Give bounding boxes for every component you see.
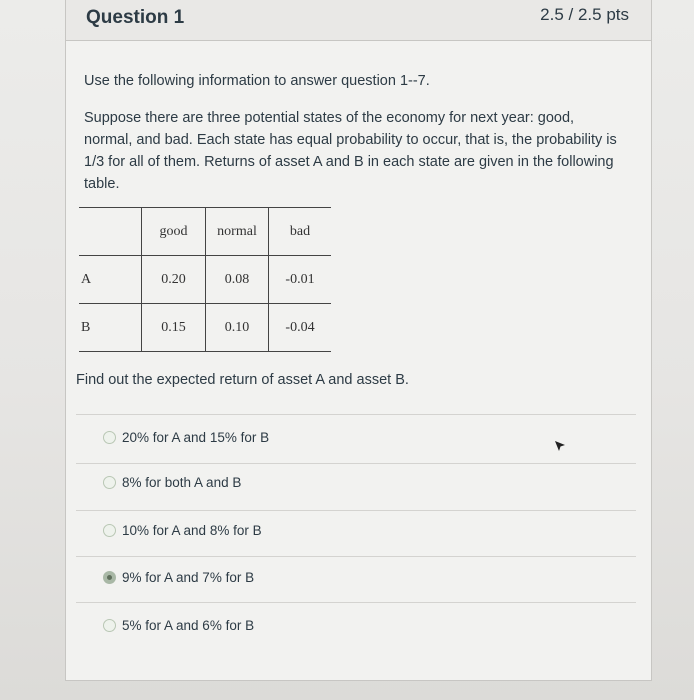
returns-table bbox=[79, 207, 331, 352]
radio-button[interactable] bbox=[103, 476, 116, 489]
question-paragraph: Suppose there are three potential states of the economy for next year: good, normal, and bad. Each state has equal probability to occur, that is, the probability is 1/3 for all of them. Returns of asset A and B in each state are given in the following table. bbox=[84, 110, 617, 192]
answer-divider bbox=[76, 556, 636, 557]
radio-button-selected[interactable] bbox=[103, 571, 116, 584]
answer-divider bbox=[76, 510, 636, 511]
table-row bbox=[79, 256, 331, 304]
radio-button[interactable] bbox=[103, 524, 116, 537]
question-title: Question 1 bbox=[86, 7, 185, 28]
answer-label: 8% for both A and B bbox=[122, 474, 242, 490]
question-card bbox=[65, 0, 652, 681]
question-points: 2.5 / 2.5 pts bbox=[540, 5, 629, 24]
answer-option[interactable] bbox=[103, 615, 254, 635]
answer-divider bbox=[76, 463, 636, 464]
table-cell: -0.01 bbox=[269, 256, 332, 304]
answer-option[interactable] bbox=[103, 427, 269, 447]
table-row-label: A bbox=[79, 256, 142, 304]
radio-button[interactable] bbox=[103, 619, 116, 632]
question-header bbox=[66, 0, 651, 41]
answer-label: 5% for A and 6% for B bbox=[122, 617, 255, 633]
table-header-cell: bad bbox=[269, 208, 332, 256]
mouse-pointer-icon bbox=[553, 439, 567, 453]
answer-divider bbox=[76, 414, 636, 415]
table-cell: 0.08 bbox=[206, 256, 269, 304]
table-row bbox=[79, 304, 331, 352]
answer-label: 10% for A and 8% for B bbox=[122, 522, 262, 538]
table-header-cell: normal bbox=[206, 208, 269, 256]
radio-button[interactable] bbox=[103, 431, 116, 444]
table-cell: 0.20 bbox=[142, 256, 206, 304]
answer-option[interactable] bbox=[103, 472, 241, 492]
table-cell: 0.10 bbox=[206, 304, 269, 352]
table-header-row bbox=[79, 208, 331, 256]
table-header-cell: good bbox=[142, 208, 206, 256]
table-row-label: B bbox=[79, 304, 142, 352]
question-prompt: Find out the expected return of asset A and asset B. bbox=[76, 372, 409, 388]
question-intro: Use the following information to answer question 1--7. bbox=[84, 73, 430, 89]
answer-label: 9% for A and 7% for B bbox=[122, 569, 255, 585]
answer-divider bbox=[76, 602, 636, 603]
answer-label: 20% for A and 15% for B bbox=[122, 429, 270, 445]
table-header-cell bbox=[79, 208, 142, 256]
answer-option-selected[interactable] bbox=[103, 567, 254, 587]
table-cell: 0.15 bbox=[142, 304, 206, 352]
answer-option[interactable] bbox=[103, 520, 262, 540]
table-cell: -0.04 bbox=[269, 304, 332, 352]
